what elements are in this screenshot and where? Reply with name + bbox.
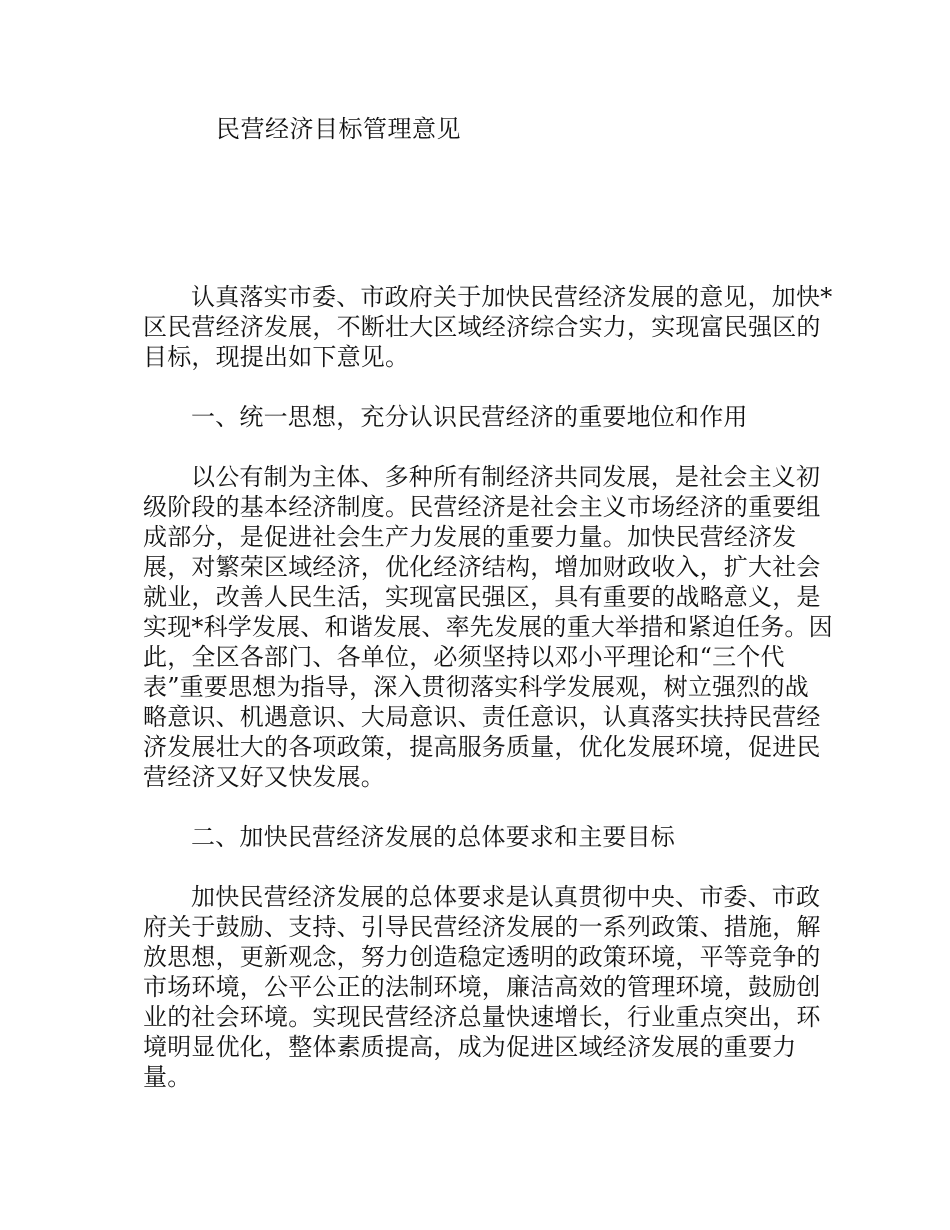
section-heading-2: 二、加快民营经济发展的总体要求和主要目标 xyxy=(191,823,675,851)
section-2-paragraph: 加快民营经济发展的总体要求是认真贯彻中央、市委、市政府关于鼓励、支持、引导民营经济发展的一系列政策、措施，解放思想，更新观念，努力创造稳定透明的政策环境，平等竞争的市场环境，公平公正的法制环境，廉洁高效的管理环境，鼓励创业的社会环境。实现民营经济总量快速增长，行业重点突出，环境明显优化，整体素质提高，成为促进区域经济发展的重要力量。 xyxy=(143,883,821,1091)
section-heading-1: 一、统一思想，充分认识民营经济的重要地位和作用 xyxy=(191,403,748,431)
document-body xyxy=(143,282,833,1092)
document-title: 民营经济目标管理意见 xyxy=(216,115,461,143)
intro-paragraph: 认真落实市委、市政府关于加快民营经济发展的意见，加快*区民营经济发展，不断壮大区域经济综合实力，实现富民强区的目标，现提出如下意见。 xyxy=(143,283,833,371)
section-1-paragraph: 以公有制为主体、多种所有制经济共同发展，是社会主义初级阶段的基本经济制度。民营经济是社会主义市场经济的重要组成部分，是促进社会生产力发展的重要力量。加快民营经济发展，对繁荣区域经济，优化经济结构，增加财政收入，扩大社会就业，改善人民生活，实现富民强区，具有重要的战略意义，是实现*科学发展、和谐发展、率先发展的重大举措和紧迫任务。因此，全区各部门、各单位，必须坚持以邓小平理论和“三个代表”重要思想为指导，深入贯彻落实科学发展观，树立强烈的战略意识、机遇意识、大局意识、责任意识，认真落实扶持民营经济发展壮大的各项政策，提高服务质量，优化发展环境，促进民营经济又好又快发展。 xyxy=(143,463,833,791)
